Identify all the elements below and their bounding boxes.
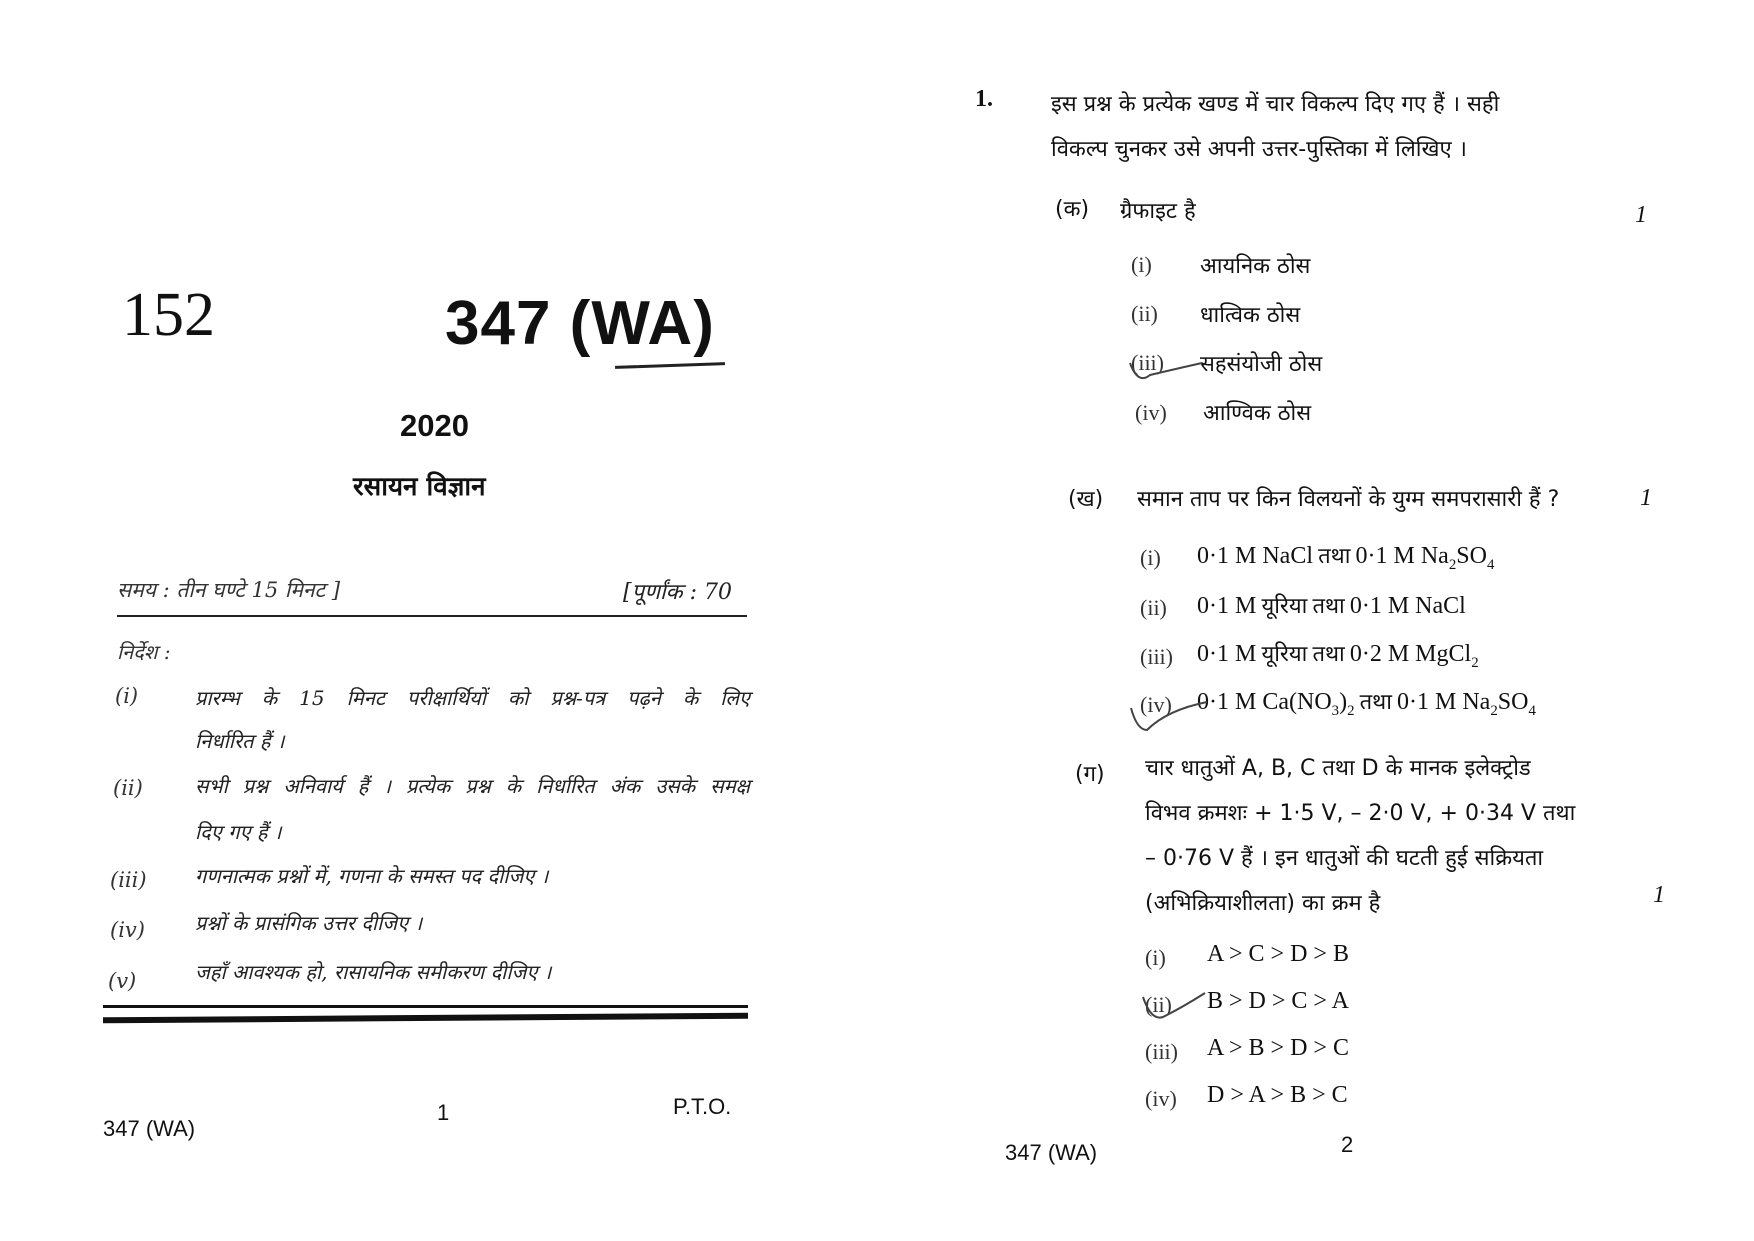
- time-info: समय : तीन घण्टे 15 मिनट ]: [117, 578, 341, 602]
- option-number: (i): [1140, 545, 1161, 570]
- marks: 1: [1653, 882, 1665, 908]
- option-number: (i): [1145, 945, 1166, 970]
- subject-title: रसायन विज्ञान: [353, 472, 486, 502]
- option-number: (iii): [1131, 350, 1164, 375]
- option-text: आयनिक ठोस: [1200, 254, 1311, 279]
- handwritten-tick-mark: [1124, 345, 1324, 390]
- option-text: सहसंयोजी ठोस: [1200, 352, 1323, 377]
- instruction-text: प्रारम्भ के 15 मिनट परीक्षार्थियों को प्रश्न-पत्र पढ़ने के लिए: [195, 686, 750, 710]
- handwritten-tick-mark: [1139, 985, 1219, 1035]
- option-number: (iii): [1140, 644, 1173, 669]
- part-label: (ख): [1068, 487, 1104, 512]
- instruction-text: निर्धारित हैं ।: [195, 729, 285, 753]
- instructions-heading: निर्देश :: [117, 640, 171, 664]
- option-text: 0·1 M $Ca(NO_3)_2$ तथा 0·1 M $Na_2SO_4$: [1197, 689, 1536, 719]
- question-instruction: इस प्रश्न के प्रत्येक खण्ड में चार विकल्प दिए गए हैं । सही: [1051, 92, 1500, 117]
- option-number: (ii): [1140, 595, 1167, 620]
- max-marks-info: [पूर्णांक : 70: [623, 580, 732, 605]
- footer-rule-thick: [103, 1013, 748, 1024]
- page-number: 1: [437, 1100, 450, 1125]
- part-question: (अभिक्रियाशीलता) का क्रम है: [1145, 891, 1381, 916]
- option-text: B > D > C > A: [1207, 988, 1349, 1014]
- page-number: 2: [1341, 1132, 1354, 1157]
- handwritten-underline: [615, 362, 725, 369]
- question-page: [877, 0, 1754, 1241]
- header-rule: [117, 615, 747, 617]
- footer-rule: [103, 1005, 748, 1008]
- option-number: (ii): [1145, 992, 1172, 1017]
- instruction-number: (iv): [110, 918, 145, 942]
- paper-code: 347 (WA): [445, 289, 715, 358]
- option-number: (iv): [1135, 400, 1167, 425]
- instruction-text: सभी प्रश्न अनिवार्य हैं । प्रत्येक प्रश्न के निर्धारित अंक उसके समक्ष: [195, 774, 750, 798]
- instruction-number: (iii): [110, 868, 147, 892]
- instruction-text: गणनात्मक प्रश्नों में, गणना के समस्त पद दीजिए ।: [195, 864, 549, 888]
- option-number: (iv): [1140, 692, 1172, 717]
- part-label: (ग): [1075, 762, 1105, 787]
- part-label: (क): [1055, 197, 1090, 222]
- option-text: A > C > D > B: [1207, 941, 1349, 967]
- option-number: (ii): [1131, 301, 1158, 326]
- instruction-number: (ii): [113, 776, 143, 800]
- part-question: समान ताप पर किन विलयनों के युग्म समपरासारी हैं ?: [1137, 487, 1560, 512]
- handwritten-tick-mark: [1127, 690, 1217, 750]
- question-number: 1.: [975, 86, 993, 112]
- option-text: D > A > B > C: [1207, 1082, 1348, 1108]
- pto-label: P.T.O.: [673, 1094, 732, 1119]
- footer-paper-code: 347 (WA): [1005, 1140, 1098, 1165]
- marks: 1: [1635, 202, 1647, 228]
- footer-paper-code: 347 (WA): [103, 1116, 196, 1141]
- option-number: (iii): [1145, 1039, 1178, 1064]
- marks: 1: [1640, 485, 1652, 511]
- question-instruction: विकल्प चुनकर उसे अपनी उत्तर-पुस्तिका में लिखिए ।: [1051, 137, 1467, 162]
- option-number: (i): [1131, 252, 1152, 277]
- part-question: ग्रैफाइट है: [1120, 199, 1196, 224]
- instruction-number: (v): [108, 969, 137, 993]
- option-text: 0·1 M NaCl तथा 0·1 M $Na_2SO_4$: [1197, 543, 1495, 573]
- serial-number: 152: [122, 281, 215, 349]
- exam-year: 2020: [400, 408, 469, 443]
- instruction-number: (i): [115, 684, 139, 708]
- instruction-text: प्रश्नों के प्रासंगिक उत्तर दीजिए ।: [195, 911, 423, 935]
- option-text: 0·1 M यूरिया तथा 0·1 M NaCl: [1197, 593, 1466, 619]
- part-question: विभव क्रमशः + 1·5 V, – 2·0 V, + 0·34 V तथा: [1145, 801, 1576, 826]
- option-text: धात्विक ठोस: [1200, 303, 1301, 328]
- option-text: 0·1 M यूरिया तथा 0·2 M MgCl$_2$: [1197, 641, 1479, 671]
- option-text: आण्विक ठोस: [1203, 401, 1312, 426]
- part-question: चार धातुओं A, B, C तथा D के मानक इलेक्ट्रोड: [1145, 756, 1531, 781]
- option-number: (iv): [1145, 1086, 1177, 1111]
- instruction-text: दिए गए हैं ।: [195, 820, 282, 844]
- part-question: – 0·76 V हैं । इन धातुओं की घटती हुई सक्रियता: [1145, 846, 1544, 871]
- option-text: A > B > D > C: [1207, 1035, 1349, 1061]
- instruction-text: जहाँ आवश्यक हो, रासायनिक समीकरण दीजिए ।: [195, 960, 552, 984]
